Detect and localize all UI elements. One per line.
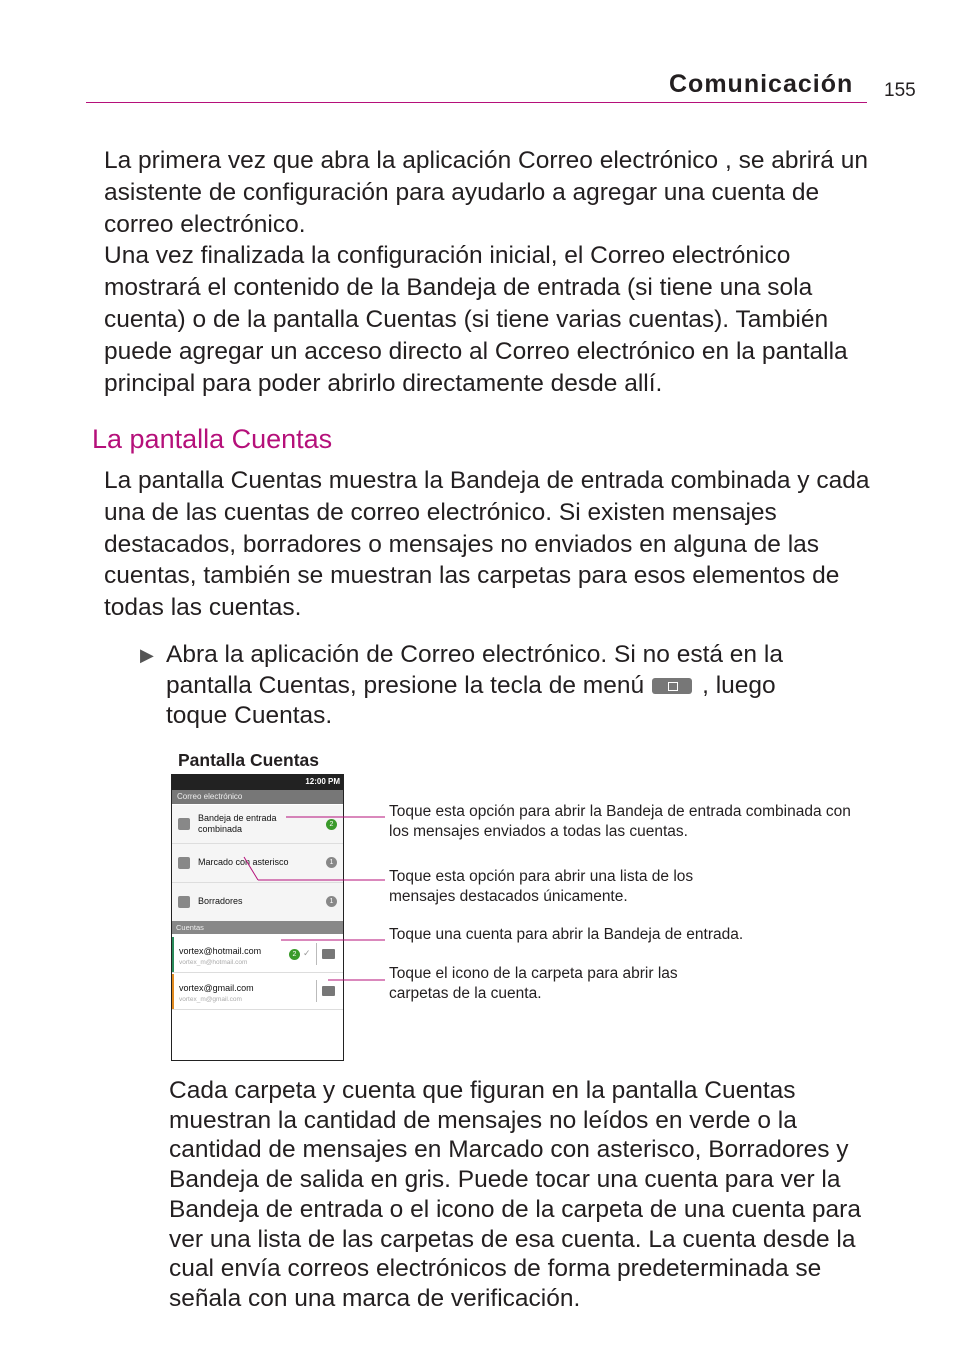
account-email: vortex@hotmail.com xyxy=(179,946,262,956)
unread-count-badge: 2 xyxy=(326,819,337,830)
leader-line-2a xyxy=(244,857,258,880)
step-text-1: Abra la aplicación de Correo electrónico. Si no está en la pantalla Cuentas, presione la xyxy=(166,641,783,699)
account-subtitle: vortex_m@hotmail.com xyxy=(179,959,248,966)
combined-inbox-label-2: combinada xyxy=(198,824,243,834)
step-text-2: , luego toque xyxy=(166,671,776,729)
callout-folder: Toque el icono de la carpeta para abrir las carpetas de la cuenta. xyxy=(389,965,678,1002)
figure-caption: Pantalla Cuentas xyxy=(178,750,320,770)
accounts-section-header: Cuentas xyxy=(172,921,343,934)
intro-paragraph-1: La primera vez que abra la aplicación Correo electrónico , se abrirá un asistente de configuración para ayudarlo a agregar una cuenta de correo electrónico. xyxy=(104,147,868,238)
app-title-bar: Correo electrónico xyxy=(172,790,343,804)
section-paragraph: La pantalla Cuentas muestra la Bandeja de entrada combinada y cada una de las cuentas de correo electrónico. Si existen mensajes destacados, borradores o mensajes no enviados en alguna de las cuentas, también se muestran las carpetas para esos elementos de todas las cuentas. xyxy=(104,467,870,622)
default-account-check-icon: ✓ xyxy=(303,948,311,958)
section-title: La pantalla Cuentas xyxy=(92,424,333,454)
starred-count-badge: 1 xyxy=(326,857,337,868)
account-unread-badge: 2 xyxy=(289,949,300,960)
drafts-count-badge: 1 xyxy=(326,896,337,907)
callout-starred: Toque esta opción para abrir una lista de los mensajes destacados únicamente. xyxy=(389,868,694,905)
bullet-arrow-icon: ▶ xyxy=(140,645,154,665)
starred-label: Marcado con asterisco xyxy=(198,857,289,867)
drafts-label: Borradores xyxy=(198,896,243,906)
account-subtitle: vortex_m@gmail.com xyxy=(179,996,242,1003)
step-target: Cuentas xyxy=(234,702,326,729)
section-header-title: Comunicación xyxy=(669,70,854,98)
closing-paragraph: Cada carpeta y cuenta que figuran en la pantalla Cuentas muestran la cantidad de mensajes no leídos en verde o la cantidad de mensajes en Marcado con asterisco, Borradores y Bandeja de salida en gris. Puede tocar una cuenta para ver la Bandeja de entrada o el icono de la carpeta de una cuenta para ver una lista de las carpetas de esa cuenta. La cuenta desde la cual envía correos electrónicos de forma predeterminada se señala con una marca de verificación. xyxy=(169,1077,861,1312)
step-end: . xyxy=(325,702,333,729)
account-email: vortex@gmail.com xyxy=(179,983,254,993)
combined-inbox-label-1: Bandeja de entrada xyxy=(198,813,277,823)
status-time: 12:00 PM xyxy=(305,777,340,786)
callout-combined-inbox: Toque esta opción para abrir la Bandeja de entrada combinada con los mensajes enviados a todas las cuentas. xyxy=(389,803,851,840)
callout-account: Toque una cuenta para abrir la Bandeja de entrada. xyxy=(389,926,744,943)
intro-paragraph-2: Una vez finalizada la configuración inicial, el Correo electrónico mostrará el contenido de la Bandeja de entrada (si tiene una sola cuenta) o de la pantalla Cuentas (si tiene varias cuentas). También puede agregar un acceso directo al Correo electrónico en la pantalla principal para poder abrirlo directamente desde allí. xyxy=(104,242,848,397)
menu-key-label: tecla de menú xyxy=(490,671,645,699)
page-number: 155 xyxy=(884,80,916,101)
